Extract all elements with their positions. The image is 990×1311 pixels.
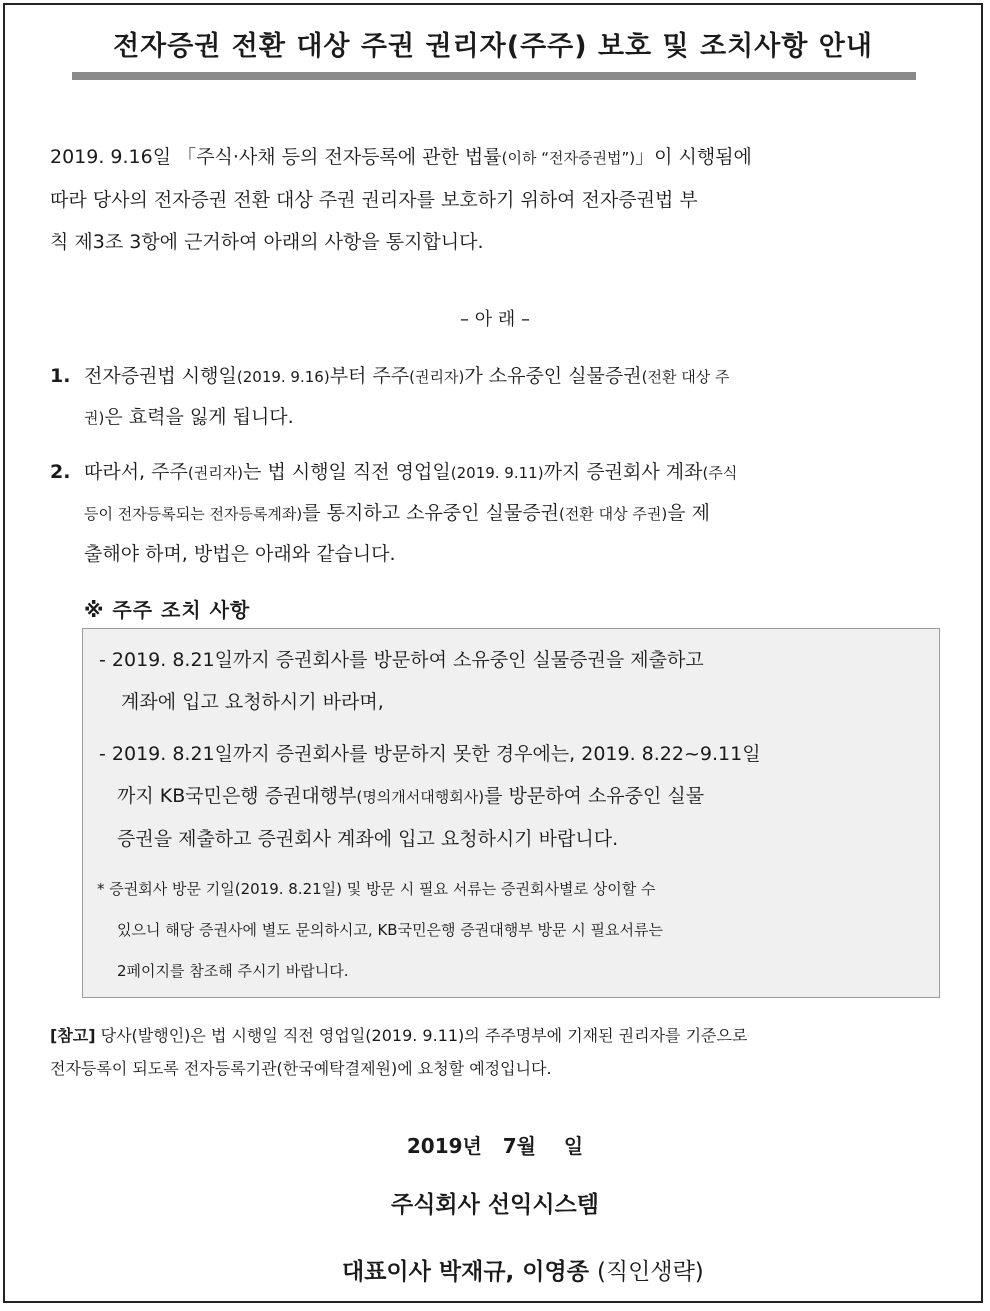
- measure-bullet-2: [99, 733, 919, 860]
- bullet-line: 까지 KB국민은행 증권대행부: [117, 785, 357, 807]
- date-text: 2019년 7월 일: [406, 1134, 584, 1158]
- measures-heading: ※ 주주 조치 사항: [84, 598, 251, 622]
- intro-line-3: 칙 제3조 3항에 근거하여 아래의 사항을 통지합니다.: [50, 231, 484, 253]
- measure-bullet-1: [99, 639, 919, 723]
- item-segment: 까지 증권회사 계좌: [543, 461, 703, 483]
- item-segment: 출해야 하며, 방법은 아래와 같습니다.: [84, 543, 396, 565]
- intro-text: 2019. 9.16일 「주식·사채 등의 전자등록에 관한 법률: [50, 146, 502, 168]
- footnote-line: 2페이지를 참조해 주시기 바랍니다.: [117, 962, 349, 980]
- intro-line-2: 따라 당사의 전자증권 전환 대상 주권 권리자를 보호하기 위하여 전자증권법 부: [50, 189, 698, 211]
- footnote-line: * 증권회사 방문 기일(2019. 8.21일) 및 방문 시 필요 서류는 증권회사별로 상이할 수: [97, 880, 656, 898]
- item-text: [84, 452, 936, 574]
- item-text: [84, 356, 936, 438]
- footnote: [97, 869, 917, 992]
- item-segment: 을 제: [667, 502, 710, 524]
- item-segment: 를 통지하고 소유중인 실물증권: [302, 502, 559, 524]
- item-segment-small: (2019. 9.11): [450, 464, 544, 482]
- title-underline: [72, 72, 916, 80]
- measures-box: [82, 628, 940, 998]
- company-name: 주식회사 선익시스템: [391, 1192, 599, 1218]
- bullet-line-small: (명의개서대행회사): [356, 788, 485, 806]
- reference-note: [50, 1019, 936, 1085]
- bullet-line: - 2019. 8.21일까지 증권회사를 방문하지 못한 경우에는, 2019. 8.22~9.11일: [99, 743, 761, 765]
- document-title: 전자증권 전환 대상 주권 권리자(주주) 보호 및 조치사항 안내: [113, 31, 873, 62]
- item-segment-small: (전환 대상 주: [641, 368, 730, 386]
- item-segment-small: (권리자): [409, 368, 465, 386]
- intro-line-1: [50, 136, 936, 179]
- intro-text-small: (이하 “전자증권법”): [501, 149, 636, 167]
- intro-paragraph: [50, 136, 936, 263]
- item-number: 2.: [50, 461, 71, 483]
- section-mark: – 아 래 –: [460, 309, 530, 330]
- item-segment-small: 권): [84, 409, 105, 427]
- reference-label: [참고]: [50, 1026, 96, 1045]
- item-segment: 전자증권법 시행일: [84, 365, 237, 387]
- seal-note: (직인생략): [596, 1259, 704, 1285]
- bullet-line: 를 방문하여 소유중인 실물: [484, 785, 705, 807]
- item-segment-small: (2019. 9.16): [236, 368, 330, 386]
- intro-text: 」이 시행됨에: [635, 146, 752, 168]
- bullet-line: 계좌에 입고 요청하시기 바라며,: [121, 691, 384, 713]
- reference-text: 당사(발행인)은 법 시행일 직전 영업일(2019. 9.11)의 주주명부에 기재된 권리자를 기준으로: [95, 1026, 748, 1045]
- reference-text: 전자등록이 되도록 전자등록기관(한국예탁결제원)에 요청할 예정입니다.: [50, 1059, 552, 1078]
- representative-names: 대표이사 박재규, 이영종: [342, 1259, 589, 1285]
- item-segment: 부터 주주: [329, 365, 410, 387]
- bullet-line: 증권을 제출하고 증권회사 계좌에 입고 요청하시기 바랍니다.: [117, 828, 619, 850]
- item-segment: 따라서, 주주: [84, 461, 188, 483]
- item-segment: 는 법 시행일 직전 영업일: [243, 461, 451, 483]
- item-segment-small: (전환 대상 주권): [558, 505, 668, 523]
- footnote-line: 있으니 해당 증권사에 별도 문의하시고, KB국민은행 증권대행부 방문 시 필요서류는: [117, 921, 663, 939]
- item-segment: 가 소유중인 실물증권: [464, 365, 642, 387]
- item-segment-small: (권리자): [187, 464, 244, 482]
- item-number: 1.: [50, 365, 71, 387]
- list-item-1: [50, 356, 936, 438]
- item-segment-small: 등이 전자등록되는 전자등록계좌): [84, 505, 303, 523]
- representative: [342, 1253, 704, 1286]
- item-segment: 은 효력을 잃게 됩니다.: [104, 406, 294, 428]
- issue-date: [0, 1130, 990, 1159]
- item-segment-small: (주식: [702, 464, 738, 482]
- list-item-2: [50, 452, 936, 574]
- bullet-line: - 2019. 8.21일까지 증권회사를 방문하여 소유중인 실물증권을 제출하고: [99, 649, 704, 671]
